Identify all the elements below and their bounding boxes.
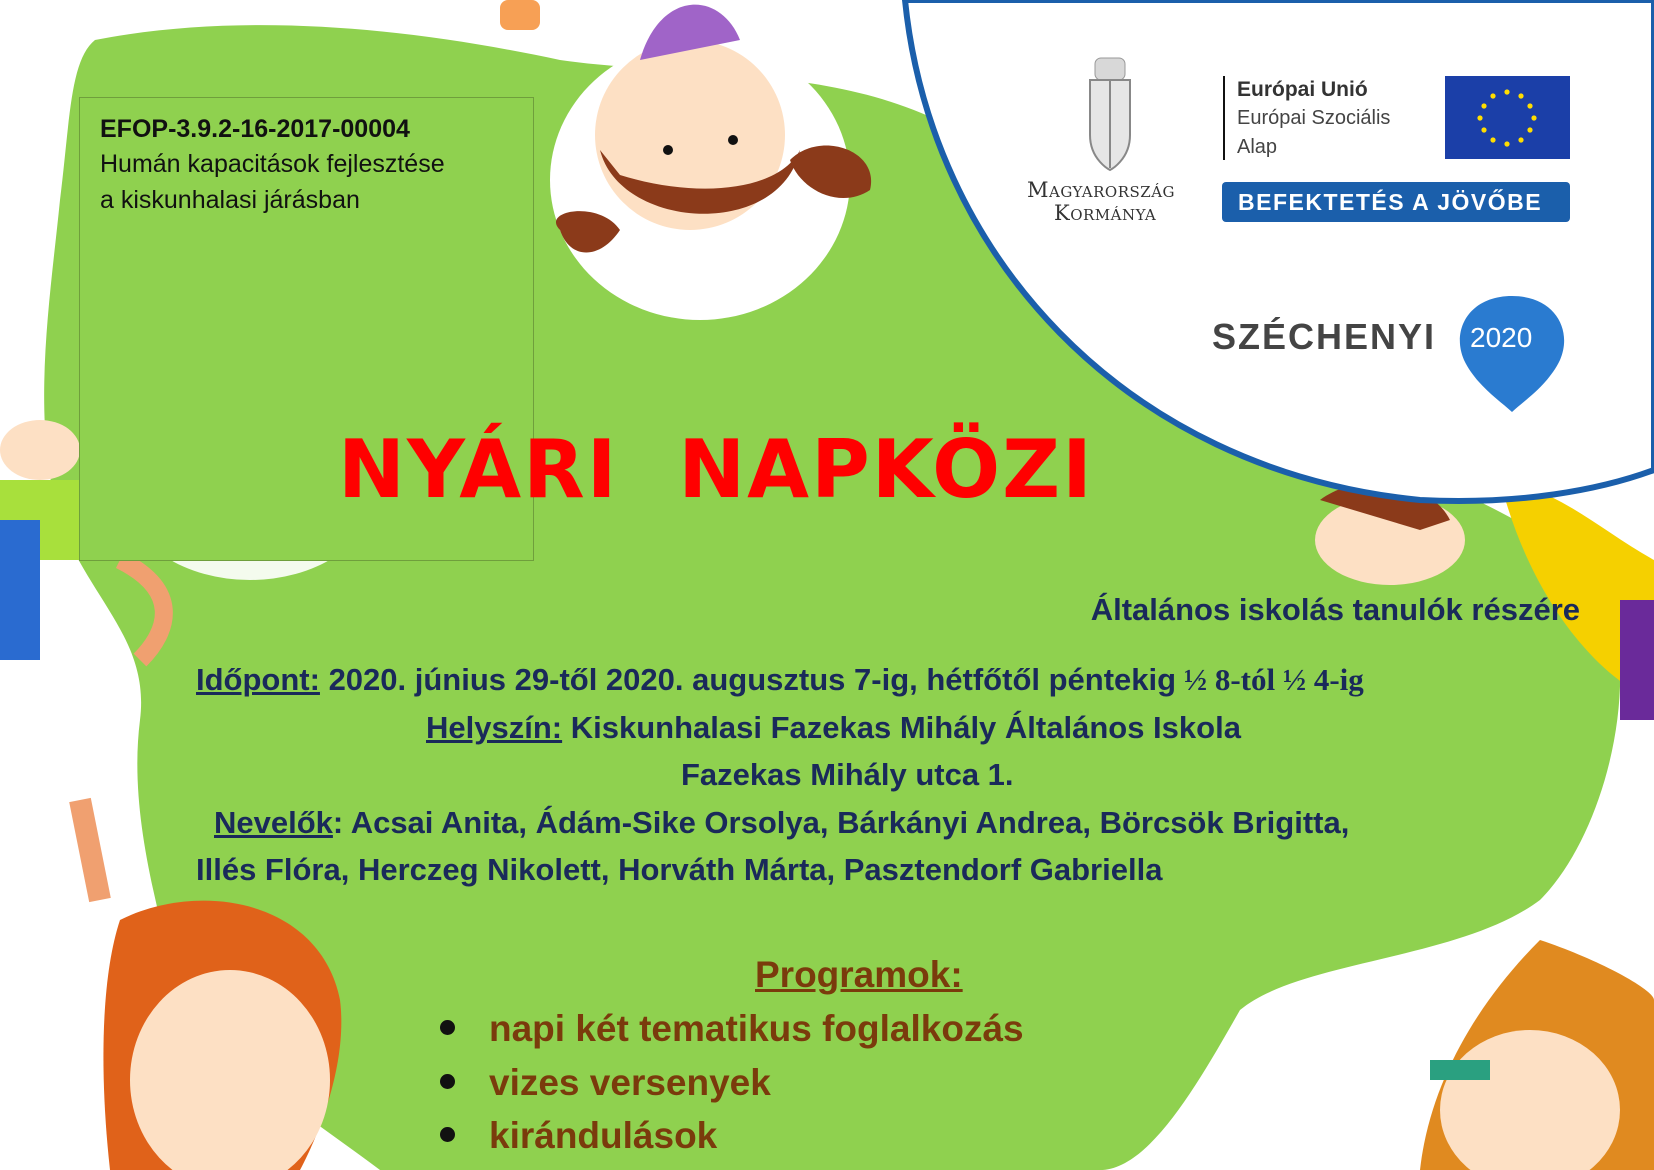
project-title-line1: Humán kapacitások fejlesztése: [100, 150, 445, 178]
eu-name-line1: Európai Unió: [1237, 78, 1368, 101]
eu-name-line2: Európai Szociális: [1237, 107, 1391, 129]
project-code: EFOP-3.9.2-16-2017-00004: [100, 115, 410, 143]
eu-flag-icon: [1445, 76, 1570, 159]
program-item: [440, 1062, 771, 1104]
szechenyi-year: 2020: [1470, 322, 1533, 353]
page-title: NYÁRI NAPKÖZI: [338, 423, 1094, 516]
program-item-text: napi két tematikus foglalkozás: [489, 1008, 1024, 1049]
government-name-line1: Magyarország: [1027, 178, 1176, 202]
program-item: [440, 1115, 717, 1157]
bullet-icon: [440, 1127, 455, 1142]
szechenyi-text: SZÉCHENYI: [1212, 316, 1437, 357]
time-line: [196, 658, 1364, 702]
eu-name-line3: Alap: [1237, 136, 1278, 158]
target-group: Általános iskolás tanulók részére: [1090, 592, 1580, 627]
place-label: Helyszín:: [426, 710, 563, 745]
time-hours: ½ 8-tól ½ 4-ig: [1176, 662, 1364, 697]
staff-line1: [214, 801, 1349, 845]
address-line: Fazekas Mihály utca 1.: [681, 757, 1014, 792]
coat-of-arms-icon: [1090, 58, 1130, 170]
staff-line2: Illés Flóra, Herczeg Nikolett, Horváth Márta, Pasztendorf Gabriella: [196, 852, 1163, 887]
government-name-line2: Kormánya: [1054, 201, 1157, 225]
bullet-icon: [440, 1074, 455, 1089]
time-label: Időpont:: [196, 662, 320, 697]
programs-heading: Programok:: [755, 954, 963, 995]
project-title-line2: a kiskunhalasi járásban: [100, 186, 360, 214]
investment-banner-text: BEFEKTETÉS A JÖVŐBE: [1238, 189, 1543, 215]
staff-label: Nevelők: [214, 805, 333, 840]
place-line: [426, 706, 1241, 750]
place-value: Kiskunhalasi Fazekas Mihály Általános Iskola: [562, 710, 1241, 745]
program-item: [440, 1008, 1024, 1050]
bullet-icon: [440, 1020, 455, 1035]
kid-bottom-right-illustration: [1420, 940, 1654, 1170]
program-item-text: kirándulások: [489, 1115, 718, 1156]
time-value: 2020. június 29-től 2020. augusztus 7-ig, hétfőtől péntekig: [319, 662, 1177, 697]
program-item-text: vizes versenyek: [489, 1062, 771, 1103]
staff-names-1: : Acsai Anita, Ádám-Sike Orsolya, Bárkányi Andrea, Börcsök Brigitta,: [332, 805, 1350, 840]
